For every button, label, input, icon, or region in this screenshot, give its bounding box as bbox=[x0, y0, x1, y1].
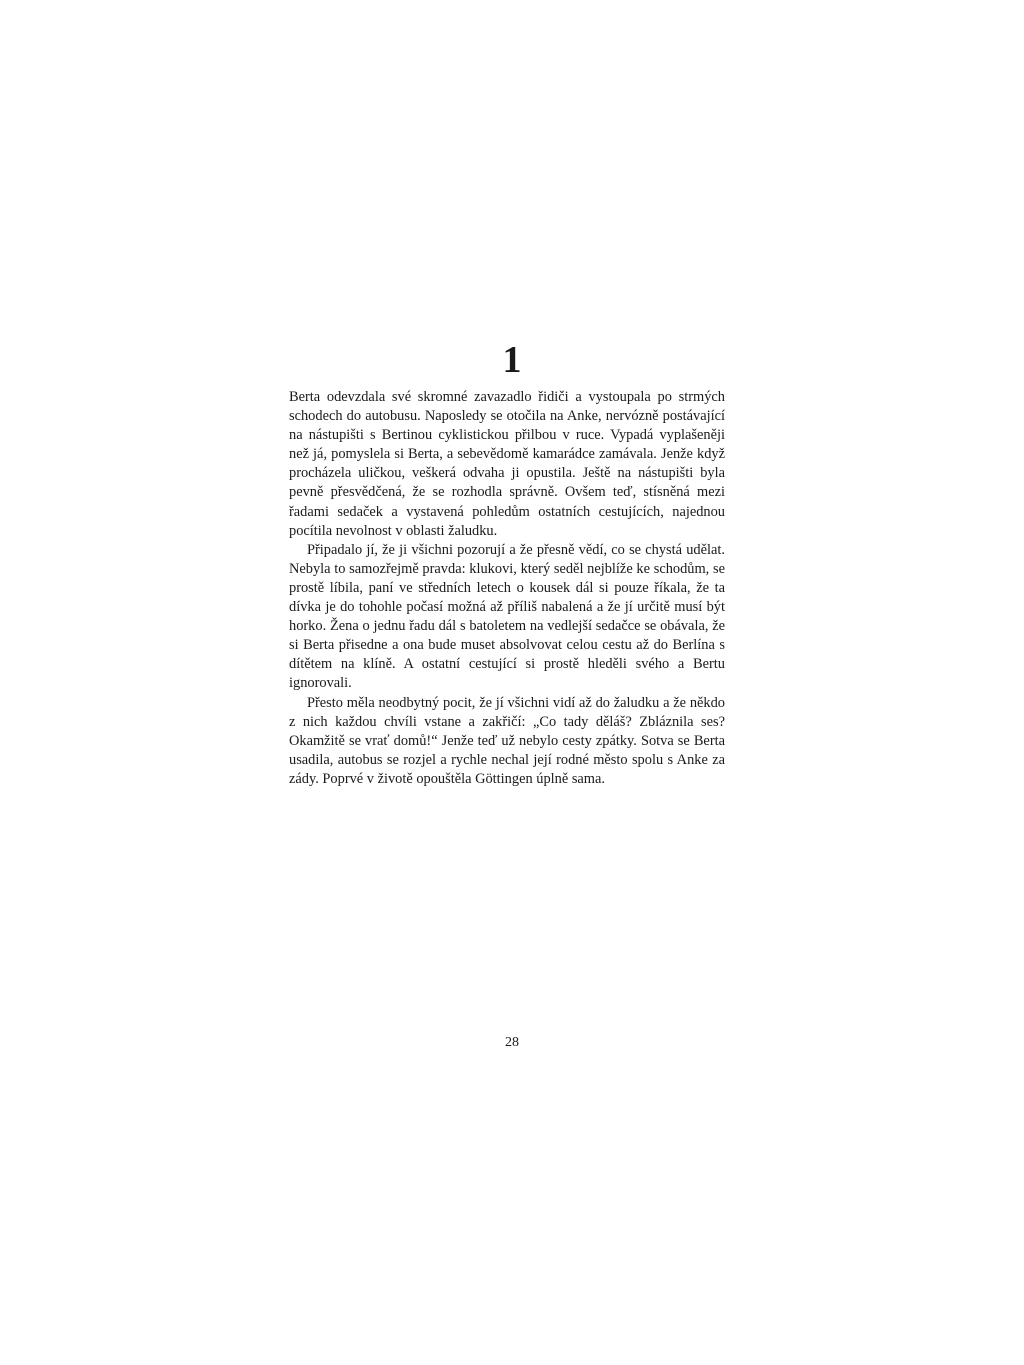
chapter-number: 1 bbox=[502, 339, 522, 381]
paragraph: Přesto měla neodbytný pocit, že jí všichni vidí až do žaludku a že někdo z nich každou chvíli vstane a zakřičí: „Co tady děláš? Zbláznila ses? Okamžitě se vrať domů!“ Jenže teď už nebylo cesty zpátky. Sotva se Berta usadila, autobus se rozjel a rychle nechal její rodné město spolu s Anke za zády. Poprvé v životě opouštěla Göttingen úplně sama. bbox=[289, 694, 725, 787]
paragraph: Připadalo jí, že ji všichni pozorují a že přesně vědí, co se chystá udělat. Nebyla to samozřejmě pravda: klukovi, který seděl nejblíže ke schodům, se prostě líbila, paní ve středních letech o kousek dál si pouze říkala, že ta dívka je do tohohle počasí možná až příliš nabalená a že jí určitě musí být horko. Žena o jednu řadu dál s batoletem na vedlejší sedačce se obávala, že si Berta přisedne a ona bude muset absolvovat celou cestu až do Berlína s dítětem na klíně. A ostatní cestující si prostě hleděli svého a Bertu ignorovali. bbox=[289, 541, 725, 692]
paragraph: Berta odevzdala své skromné zavazadlo řidiči a vystoupala po strmých schodech do autobusu. Naposledy se otočila na Anke, nervózně postávající na nástupišti s Bertinou cyklistickou přilbou v ruce. Vypadá vyplašeněji než já, pomyslela si Berta, a sebevědomě kamarádce zamávala. Jenže když procházela uličkou, veškerá odvaha ji opustila. Ještě na nástupišti byla pevně přesvědčená, že se rozhodla správně. Ovšem teď, stísněná mezi řadami sedaček a vystavená pohledům ostatních cestujících, najednou pocítila nevolnost v oblasti žaludku. bbox=[289, 389, 725, 539]
chapter-body bbox=[289, 388, 725, 789]
page-number: 28 bbox=[505, 1035, 519, 1050]
